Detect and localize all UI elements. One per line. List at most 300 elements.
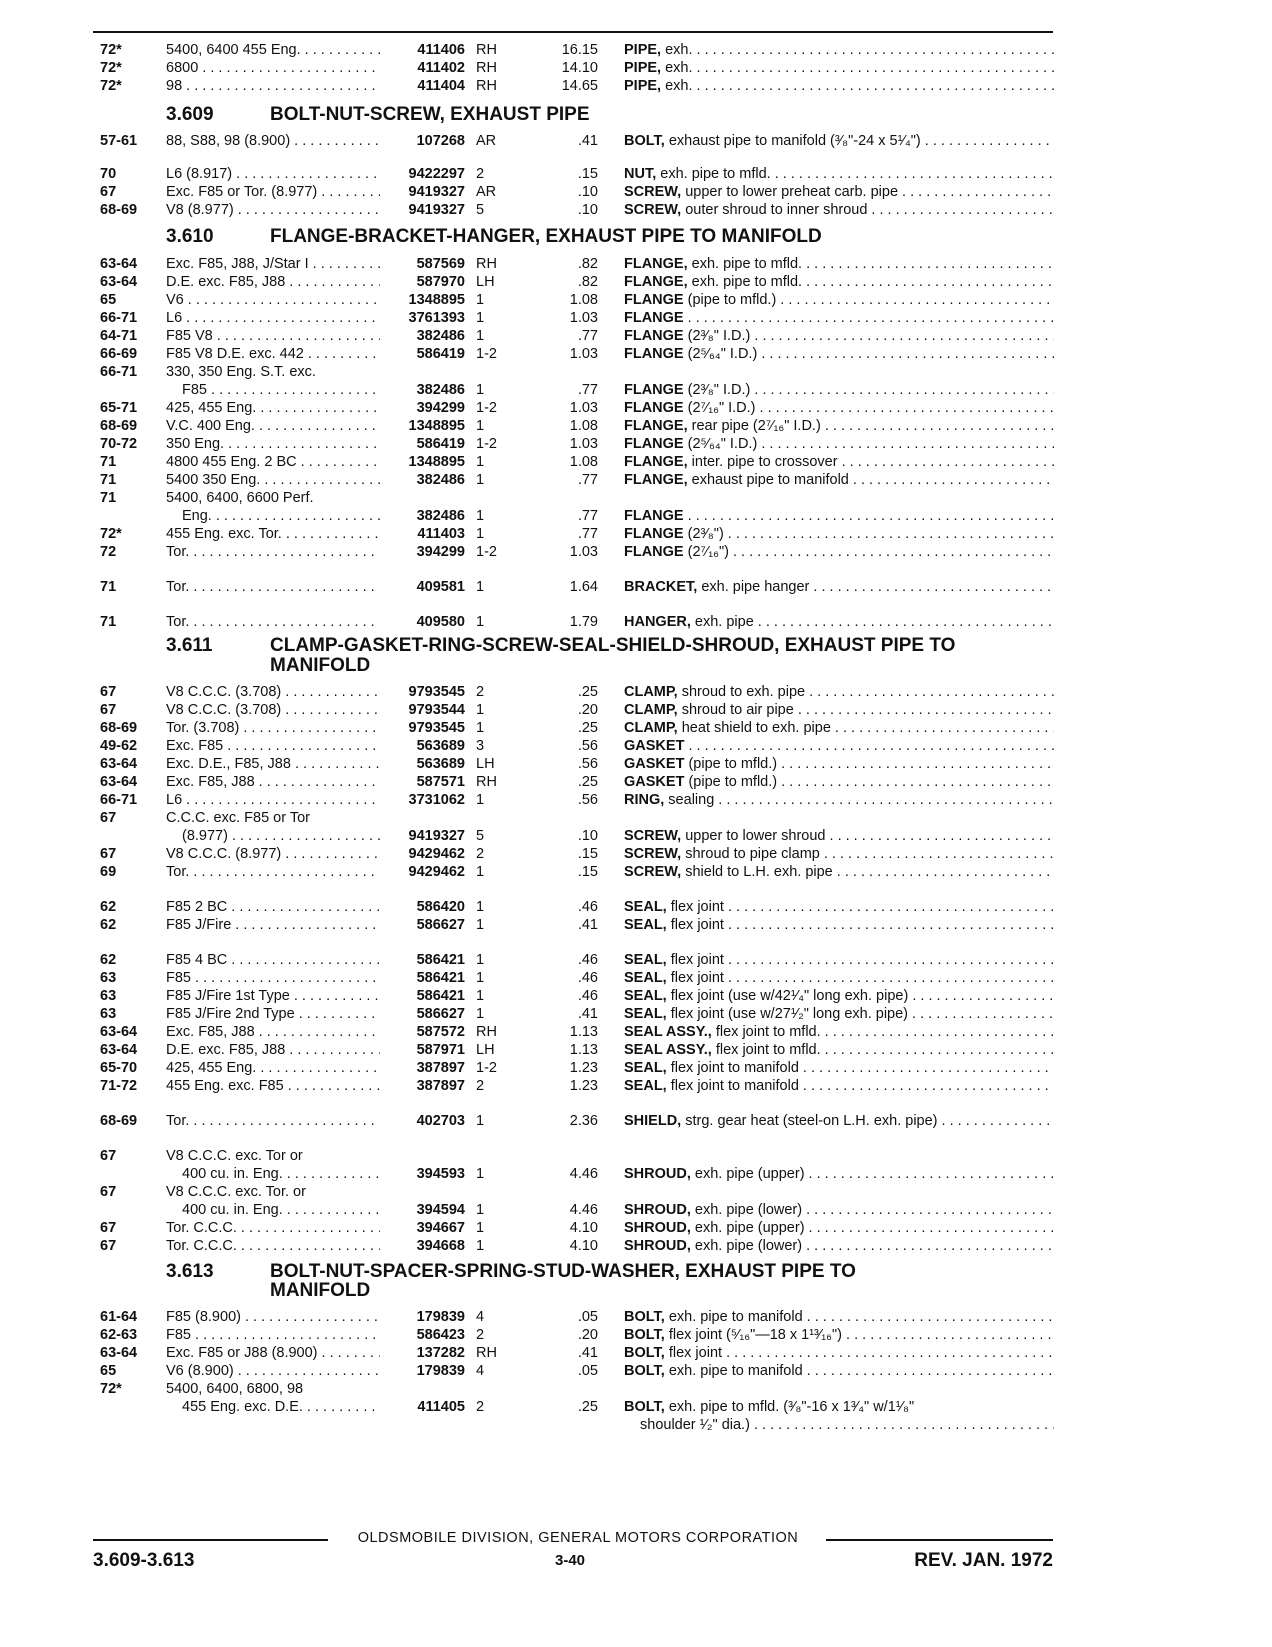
application: D.E. exc. F85, J88 . . .: [166, 1041, 380, 1060]
table-row: [0, 77, 1272, 96]
part-number: 586421: [416, 970, 465, 986]
table-row: [0, 683, 1272, 702]
model-years: 67: [100, 702, 117, 718]
part-name: FLANGE: [624, 436, 684, 452]
model-years: 72*: [100, 526, 122, 542]
description: [624, 1326, 1054, 1345]
part-name: SCREW,: [624, 202, 682, 218]
application: 5400 350 Eng. . . .: [166, 471, 380, 490]
description: [624, 507, 1054, 526]
application: 455 Eng. exc. F85 . . .: [166, 1077, 380, 1096]
section-number: 3.611: [166, 635, 213, 656]
application: 6800 . . .: [166, 59, 380, 78]
part-detail: exh.: [661, 42, 693, 58]
description: [624, 1023, 1054, 1042]
table-row: [0, 898, 1272, 917]
quantity: 1: [476, 418, 485, 434]
part-detail: (2⁵⁄₆₄" I.D.): [683, 436, 758, 452]
section-title: BOLT-NUT-SPACER-SPRING-STUD-WASHER, EXHAUST PIPE TO: [270, 1261, 856, 1282]
part-name: SCREW,: [624, 184, 682, 200]
part-name: FLANGE,: [624, 256, 688, 272]
price: .82: [577, 256, 598, 272]
table-row: [0, 1077, 1272, 1096]
part-number: 586420: [416, 899, 465, 915]
table-row: [0, 1344, 1272, 1363]
model-years: 65-70: [100, 1060, 138, 1076]
application: Tor. . . .: [166, 578, 380, 597]
section-heading-3-611: [166, 635, 955, 656]
quantity: 1: [476, 988, 485, 1004]
application: F85 4 BC . . .: [166, 951, 380, 970]
price: 1.08: [569, 454, 598, 470]
application: F85 . . .: [166, 969, 380, 988]
quantity: 1: [476, 1166, 485, 1182]
table-row: [0, 773, 1272, 792]
application: V8 C.C.C. exc. Tor. or: [166, 1184, 306, 1200]
part-detail: (2³⁄₈"): [683, 526, 724, 542]
quantity: RH: [476, 60, 497, 76]
part-number: 409581: [416, 579, 465, 595]
quantity: 1: [476, 917, 485, 933]
application: F85 . . .: [166, 381, 380, 400]
price: .05: [577, 1309, 598, 1325]
part-detail: (2⁷⁄₁₆"): [683, 544, 729, 560]
part-name: FLANGE: [624, 292, 684, 308]
table-row: [0, 309, 1272, 328]
price: 4.10: [569, 1238, 598, 1254]
application: F85 . . .: [166, 1326, 380, 1345]
quantity: 4: [476, 1363, 485, 1379]
application: V6 (8.900) . . .: [166, 1362, 380, 1381]
application: Tor. . . .: [166, 1112, 380, 1131]
section-number: 3.609: [166, 104, 214, 125]
section-title-continued: MANIFOLD: [270, 655, 371, 676]
table-row: [0, 863, 1272, 882]
application: Tor. C.C.C. . . .: [166, 1219, 380, 1238]
part-number: 137282: [416, 1345, 465, 1361]
quantity: 1: [476, 970, 485, 986]
part-name: SEAL,: [624, 899, 667, 915]
application: Tor. . . .: [166, 543, 380, 562]
part-name: SEAL,: [624, 1078, 667, 1094]
table-row: [0, 916, 1272, 935]
description: [624, 41, 1054, 60]
quantity: LH: [476, 274, 495, 290]
section-heading-3-613: [166, 1261, 856, 1282]
model-years: 66-71: [100, 310, 138, 326]
model-years: 57-61: [100, 133, 138, 149]
application: 98 . . .: [166, 77, 380, 96]
application: V.C. 400 Eng. . . .: [166, 417, 380, 436]
price: 4.46: [569, 1202, 598, 1218]
table-row: [0, 165, 1272, 184]
model-years: 49-62: [100, 738, 138, 754]
description: [624, 1237, 1054, 1256]
part-number: 411404: [417, 78, 465, 94]
description: [624, 59, 1054, 78]
table-row: [0, 1398, 1272, 1417]
part-name: CLAMP,: [624, 702, 678, 718]
description: [624, 525, 1054, 544]
part-detail: flex joint: [664, 1345, 723, 1361]
part-name: SEAL,: [624, 1060, 667, 1076]
part-detail: exhaust pipe to manifold (³⁄₈"-24 x 5¹⁄₄"): [664, 133, 921, 149]
part-name: SHROUD,: [624, 1238, 691, 1254]
section-title: FLANGE-BRACKET-HANGER, EXHAUST PIPE TO MANIFOLD: [270, 226, 822, 247]
price: 1.03: [569, 346, 598, 362]
table-row: [0, 701, 1272, 720]
application: 88, S88, 98 (8.900) . . .: [166, 132, 380, 151]
quantity: 1: [476, 508, 485, 524]
quantity: 3: [476, 738, 485, 754]
part-number: 411403: [417, 526, 465, 542]
part-name: GASKET: [624, 738, 685, 754]
part-detail: exh. pipe (upper): [690, 1166, 805, 1182]
part-detail: flex joint: [666, 952, 724, 968]
quantity: 5: [476, 828, 485, 844]
part-detail: exh.: [661, 78, 693, 94]
part-name: SEAL ASSY.,: [624, 1024, 712, 1040]
part-number: 9419327: [408, 184, 465, 200]
application: Eng. . . .: [166, 507, 380, 526]
quantity: RH: [476, 42, 497, 58]
price: 1.08: [569, 418, 598, 434]
application: Tor. (3.708) . . .: [166, 719, 380, 738]
application: 5400, 6400 455 Eng. . . .: [166, 41, 380, 60]
application: Exc. F85 or Tor. (8.977) . . .: [166, 183, 380, 202]
application: C.C.C. exc. F85 or Tor: [166, 810, 310, 826]
model-years: 71-72: [100, 1078, 138, 1094]
price: 1.23: [569, 1078, 598, 1094]
table-row: [0, 59, 1272, 78]
application: Tor. . . .: [166, 863, 380, 882]
quantity: 1-2: [476, 1060, 497, 1076]
quantity: 1: [476, 720, 485, 736]
quantity: 1: [476, 310, 485, 326]
table-row: [0, 987, 1272, 1006]
part-detail: sealing: [664, 792, 715, 808]
price: 1.03: [569, 310, 598, 326]
table-row: [0, 1237, 1272, 1256]
model-years: 67: [100, 846, 117, 862]
price: .46: [577, 970, 598, 986]
part-number: 394667: [416, 1220, 465, 1236]
table-row: [0, 791, 1272, 810]
description: [624, 381, 1054, 400]
application: F85 (8.900) . . .: [166, 1308, 380, 1327]
price: 1.03: [569, 436, 598, 452]
part-number: 107268: [416, 133, 465, 149]
quantity: RH: [476, 256, 497, 272]
model-years: 62: [100, 952, 117, 968]
part-number: 411406: [417, 42, 465, 58]
price: .41: [577, 1006, 598, 1022]
description: [624, 1059, 1054, 1078]
price: .25: [577, 774, 598, 790]
footer-rule-left: [93, 1539, 328, 1541]
application: 330, 350 Eng. S.T. exc.: [166, 364, 316, 380]
application: F85 J/Fire 1st Type . . .: [166, 987, 380, 1006]
description: [624, 1344, 1054, 1363]
part-name: FLANGE: [624, 328, 684, 344]
part-number: 402703: [416, 1113, 465, 1129]
description: [624, 1398, 1054, 1417]
part-name: FLANGE,: [624, 454, 688, 470]
price: .05: [577, 1363, 598, 1379]
part-number: 394299: [416, 400, 465, 416]
model-years: 71: [100, 454, 117, 470]
model-years: 63-64: [100, 774, 138, 790]
footer-rule-right: [826, 1539, 1053, 1541]
part-name: PIPE,: [624, 78, 662, 94]
quantity: 1: [476, 382, 485, 398]
description: [624, 737, 1054, 756]
part-name: FLANGE,: [624, 418, 688, 434]
price: .15: [577, 846, 598, 862]
application: (8.977) . . .: [166, 827, 380, 846]
part-number: 9429462: [408, 864, 465, 880]
part-name: SEAL,: [624, 952, 667, 968]
part-detail: shoulder ¹⁄₂" dia.): [640, 1417, 750, 1433]
application: 425, 455 Eng. . . .: [166, 399, 380, 418]
part-detail: flex joint (use w/27¹⁄₂" long exh. pipe): [666, 1006, 908, 1022]
part-name: BOLT,: [624, 1309, 665, 1325]
section-title: BOLT-NUT-SCREW, EXHAUST PIPE: [270, 104, 590, 125]
part-detail: exhaust pipe to manifold: [687, 472, 849, 488]
quantity: 1: [476, 1220, 485, 1236]
part-detail: flex joint: [666, 970, 724, 986]
part-detail: (pipe to mfld.): [684, 774, 778, 790]
model-years: 72*: [100, 60, 122, 76]
part-number: 9429462: [408, 846, 465, 862]
description: [624, 543, 1054, 562]
part-name: FLANGE: [624, 310, 684, 326]
application: Tor. C.C.C. . . .: [166, 1237, 380, 1256]
price: 16.15: [561, 42, 598, 58]
price: .25: [577, 1399, 598, 1415]
description: [624, 399, 1054, 418]
quantity: 1: [476, 1238, 485, 1254]
part-number: 9793544: [408, 702, 465, 718]
section-number: 3.613: [166, 1261, 214, 1282]
price: 1.79: [569, 614, 598, 630]
model-years: 67: [100, 1184, 117, 1200]
description: [624, 1308, 1054, 1327]
model-years: 65: [100, 292, 117, 308]
part-number: 1348895: [408, 292, 465, 308]
price: .46: [577, 899, 598, 915]
application: V8 C.C.C. (3.708) . . .: [166, 701, 380, 720]
table-row: [0, 1416, 1272, 1435]
part-detail: flex joint to mfld.: [711, 1042, 821, 1058]
quantity: 1: [476, 1202, 485, 1218]
table-row: [0, 1165, 1272, 1184]
part-detail: exh. pipe hanger: [697, 579, 810, 595]
part-name: FLANGE: [624, 346, 684, 362]
quantity: 4: [476, 1309, 485, 1325]
part-detail: flex joint to mfld.: [711, 1024, 821, 1040]
description: [624, 471, 1054, 490]
part-name: BOLT,: [624, 1327, 665, 1343]
part-name: CLAMP,: [624, 684, 678, 700]
description: [624, 309, 1054, 328]
price: .82: [577, 274, 598, 290]
description: [624, 683, 1054, 702]
part-detail: exh. pipe to manifold: [664, 1363, 803, 1379]
quantity: 1: [476, 292, 485, 308]
application: V8 (8.977) . . .: [166, 201, 380, 220]
part-detail: inter. pipe to crossover: [687, 454, 838, 470]
table-row: [0, 1219, 1272, 1238]
model-years: 63: [100, 970, 117, 986]
application: F85 J/Fire 2nd Type . . .: [166, 1005, 380, 1024]
table-row: [0, 132, 1272, 151]
model-years: 71: [100, 614, 117, 630]
part-detail: (2⁵⁄₆₄" I.D.): [683, 346, 758, 362]
quantity: 2: [476, 166, 485, 182]
quantity: 1-2: [476, 346, 497, 362]
part-number: 587970: [416, 274, 465, 290]
table-row: [0, 525, 1272, 544]
part-detail: upper to lower shroud: [681, 828, 826, 844]
part-name: HANGER,: [624, 614, 691, 630]
part-number: 587971: [416, 1042, 465, 1058]
table-row: [0, 1112, 1272, 1131]
model-years: 67: [100, 684, 117, 700]
part-number: 1348895: [408, 418, 465, 434]
model-years: 70: [100, 166, 117, 182]
table-row: [0, 1380, 1272, 1399]
application: V8 C.C.C. (8.977) . . .: [166, 845, 380, 864]
part-number: 587571: [416, 774, 465, 790]
application: 455 Eng. exc. D.E. . . .: [166, 1398, 380, 1417]
price: .20: [577, 702, 598, 718]
price: .41: [577, 1345, 598, 1361]
table-row: [0, 327, 1272, 346]
part-number: 382486: [416, 472, 465, 488]
part-name: NUT,: [624, 166, 657, 182]
part-name: SHIELD,: [624, 1113, 682, 1129]
part-detail: exh. pipe to mfld.: [687, 274, 803, 290]
price: .41: [577, 917, 598, 933]
part-name: FLANGE,: [624, 274, 688, 290]
application: Exc. F85 . . .: [166, 737, 380, 756]
part-detail: (pipe to mfld.): [683, 292, 777, 308]
part-name: SEAL,: [624, 1006, 667, 1022]
application: L6 . . .: [166, 791, 380, 810]
table-row: [0, 613, 1272, 632]
part-detail: (2³⁄₈" I.D.): [683, 328, 751, 344]
part-detail: flex joint to manifold: [666, 1060, 799, 1076]
application: 5400, 6400, 6800, 98: [166, 1381, 304, 1397]
application: D.E. exc. F85, J88 . . .: [166, 273, 380, 292]
table-row: [0, 255, 1272, 274]
description: [624, 1201, 1054, 1220]
price: 4.10: [569, 1220, 598, 1236]
description: [624, 1219, 1054, 1238]
application: V8 C.C.C. exc. Tor or: [166, 1148, 303, 1164]
part-detail: exh. pipe (upper): [690, 1220, 805, 1236]
description: [624, 345, 1054, 364]
part-name: SEAL,: [624, 917, 667, 933]
model-years: 68-69: [100, 720, 138, 736]
description: [624, 435, 1054, 454]
model-years: 71: [100, 472, 117, 488]
table-row: [0, 578, 1272, 597]
price: 1.64: [569, 579, 598, 595]
quantity: 5: [476, 202, 485, 218]
quantity: 1: [476, 702, 485, 718]
part-name: BRACKET,: [624, 579, 698, 595]
table-row: [0, 1308, 1272, 1327]
description: [624, 327, 1054, 346]
model-years: 61-64: [100, 1309, 138, 1325]
quantity: 1: [476, 1113, 485, 1129]
description: [624, 1077, 1054, 1096]
application: Exc. F85, J88 . . .: [166, 1023, 380, 1042]
part-name: SHROUD,: [624, 1166, 691, 1182]
price: 1.13: [569, 1024, 598, 1040]
description: [624, 273, 1054, 292]
part-number: 9793545: [408, 720, 465, 736]
part-detail: flex joint (⁵⁄₁₆"—18 x 1¹³⁄₁₆"): [664, 1327, 843, 1343]
application: Exc. D.E., F85, J88 . . .: [166, 755, 380, 774]
description: [624, 613, 1054, 632]
application: F85 J/Fire . . .: [166, 916, 380, 935]
application: 4800 455 Eng. 2 BC . . .: [166, 453, 380, 472]
application: F85 2 BC . . .: [166, 898, 380, 917]
part-detail: shroud to pipe clamp: [681, 846, 820, 862]
description: [624, 201, 1054, 220]
part-name: CLAMP,: [624, 720, 678, 736]
model-years: 66-71: [100, 792, 138, 808]
part-detail: exh. pipe to manifold: [664, 1309, 803, 1325]
table-row: [0, 41, 1272, 60]
table-row: [0, 183, 1272, 202]
description: [624, 578, 1054, 597]
quantity: 2: [476, 846, 485, 862]
price: .77: [577, 382, 598, 398]
table-row: [0, 363, 1272, 382]
price: .41: [577, 133, 598, 149]
price: 1.13: [569, 1042, 598, 1058]
part-name: SCREW,: [624, 828, 682, 844]
price: 1.03: [569, 544, 598, 560]
quantity: 1: [476, 579, 485, 595]
description: [624, 1165, 1054, 1184]
table-row: [0, 1023, 1272, 1042]
part-number: 9419327: [408, 828, 465, 844]
part-detail: flex joint (use w/42¹⁄₄" long exh. pipe): [666, 988, 909, 1004]
part-number: 411402: [417, 60, 465, 76]
part-number: 394299: [416, 544, 465, 560]
description: [624, 453, 1054, 472]
section-title-continued: MANIFOLD: [270, 1280, 371, 1301]
part-detail: upper to lower preheat carb. pipe: [681, 184, 899, 200]
table-row: [0, 1041, 1272, 1060]
model-years: 66-69: [100, 346, 138, 362]
price: .46: [577, 988, 598, 1004]
price: 1.03: [569, 400, 598, 416]
price: .10: [577, 828, 598, 844]
price: .15: [577, 166, 598, 182]
footer-section-range: 3.609-3.613: [93, 1550, 195, 1571]
application: L6 (8.917) . . .: [166, 165, 380, 184]
part-detail: exh. pipe (lower): [690, 1238, 803, 1254]
quantity: RH: [476, 1345, 497, 1361]
part-detail: flex joint: [666, 899, 724, 915]
quantity: 2: [476, 1399, 485, 1415]
